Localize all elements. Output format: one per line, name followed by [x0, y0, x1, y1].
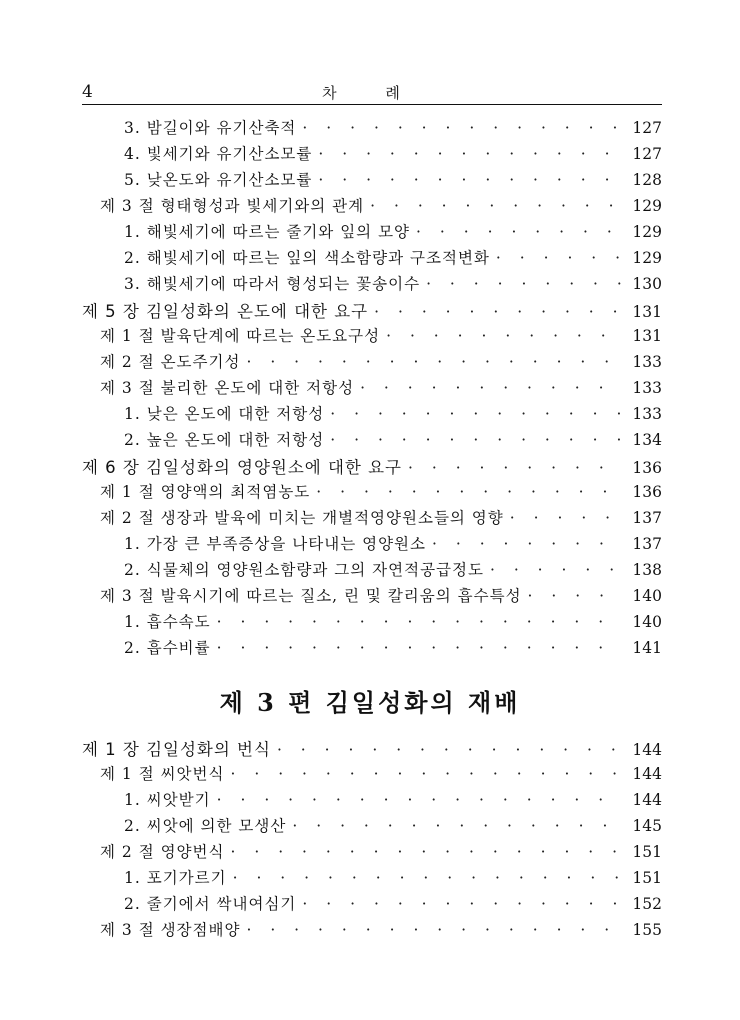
toc-entry-page: 137: [632, 509, 662, 527]
toc-section-entry[interactable]: [82, 840, 662, 866]
dot-leader: [277, 741, 622, 759]
toc-section-entry[interactable]: [82, 506, 662, 532]
toc-entry-title: 2. 흡수비률: [124, 639, 211, 657]
dot-leader: [233, 869, 622, 887]
toc-entry-title: 3. 해빛세기에 따라서 형성되는 꽃송이수: [124, 275, 421, 293]
toc-section-entry[interactable]: [82, 762, 662, 788]
toc-entry-title: 1. 흡수속도: [124, 613, 211, 631]
toc-entry-title: 2. 식물체의 영양원소함량과 그의 자연적공급정도: [124, 561, 484, 579]
toc-entry-page: 144: [632, 791, 662, 809]
dot-leader: [302, 119, 622, 137]
toc-subsection-entry[interactable]: [82, 168, 662, 194]
dot-leader: [316, 483, 622, 501]
dot-leader: [416, 223, 622, 241]
toc-chapter-entry[interactable]: [82, 298, 662, 324]
toc-entry-page: 138: [632, 561, 662, 579]
toc-entry-page: 133: [632, 379, 662, 397]
toc-subsection-entry[interactable]: [82, 428, 662, 454]
toc-subsection-entry[interactable]: [82, 558, 662, 584]
toc-entry-title: 2. 해빛세기에 따르는 잎의 색소함량과 구조적변화: [124, 249, 490, 267]
toc-section-entry[interactable]: [82, 324, 662, 350]
dot-leader: [426, 275, 622, 293]
toc-entry-page: 145: [632, 817, 662, 835]
toc-entry-page: 133: [632, 405, 662, 423]
dot-leader: [496, 249, 622, 267]
toc-section-entry[interactable]: [82, 918, 662, 944]
dot-leader: [370, 197, 622, 215]
toc-entry-title: 제 2 절 생장과 발육에 미치는 개별적영양원소들의 영향: [100, 509, 504, 527]
dot-leader: [360, 379, 622, 397]
toc-entry-page: 151: [632, 869, 662, 887]
running-header: [82, 82, 662, 105]
toc-entry-page: 134: [632, 431, 662, 449]
dot-leader: [374, 303, 622, 321]
toc-section-entry[interactable]: [82, 194, 662, 220]
toc-entry-title: 5. 낮온도와 유기산소모률: [124, 171, 313, 189]
toc-entry-title: 제 1 장 김일성화의 번식: [82, 740, 271, 759]
toc-subsection-entry[interactable]: [82, 402, 662, 428]
toc-entry-page: 127: [632, 119, 662, 137]
toc-chapter-entry[interactable]: [82, 454, 662, 480]
toc-entry-title: 3. 밤길이와 유기산축적: [124, 119, 297, 137]
toc-entry-page: 137: [632, 535, 662, 553]
toc-entry-page: 129: [632, 197, 662, 215]
dot-leader: [217, 639, 622, 657]
toc-entry-page: 129: [632, 223, 662, 241]
toc-entry-page: 136: [632, 459, 662, 477]
dot-leader: [302, 895, 622, 913]
toc-entry-page: 129: [632, 249, 662, 267]
table-of-contents-top: [82, 116, 662, 662]
toc-entry-page: 144: [632, 765, 662, 783]
toc-entry-page: 144: [632, 741, 662, 759]
dot-leader: [330, 405, 622, 423]
toc-subsection-entry[interactable]: [82, 636, 662, 662]
toc-entry-page: 151: [632, 843, 662, 861]
toc-entry-title: 제 1 절 씨앗번식: [100, 765, 225, 783]
toc-subsection-entry[interactable]: [82, 142, 662, 168]
toc-entry-title: 제 3 절 생장점배양: [100, 921, 241, 939]
dot-leader: [408, 459, 622, 477]
toc-entry-page: 155: [632, 921, 662, 939]
toc-entry-title: 1. 포기가르기: [124, 869, 227, 887]
dot-leader: [292, 817, 622, 835]
dot-leader: [230, 843, 622, 861]
toc-entry-page: 127: [632, 145, 662, 163]
dot-leader: [217, 791, 622, 809]
dot-leader: [246, 921, 622, 939]
dot-leader: [386, 327, 622, 345]
toc-entry-page: 130: [632, 275, 662, 293]
dot-leader: [217, 613, 622, 631]
page-number: 4: [82, 82, 93, 102]
dot-leader: [230, 765, 622, 783]
toc-entry-page: 131: [632, 303, 662, 321]
toc-entry-title: 2. 씨앗에 의한 모생산: [124, 817, 287, 835]
toc-entry-page: 136: [632, 483, 662, 501]
toc-subsection-entry[interactable]: [82, 272, 662, 298]
toc-entry-page: 140: [632, 613, 662, 631]
toc-entry-title: 제 2 절 온도주기성: [100, 353, 241, 371]
dot-leader: [330, 431, 622, 449]
running-title: 차 례: [322, 84, 422, 102]
toc-entry-page: 133: [632, 353, 662, 371]
toc-subsection-entry[interactable]: [82, 246, 662, 272]
toc-entry-title: 2. 높은 온도에 대한 저항성: [124, 431, 325, 449]
toc-entry-page: 152: [632, 895, 662, 913]
dot-leader: [510, 509, 622, 527]
dot-leader: [432, 535, 622, 553]
toc-entry-title: 제 3 절 불리한 온도에 대한 저항성: [100, 379, 355, 397]
toc-entry-title: 제 5 장 김일성화의 온도에 대한 요구: [82, 302, 369, 321]
toc-section-entry[interactable]: [82, 584, 662, 610]
toc-entry-title: 1. 낮은 온도에 대한 저항성: [124, 405, 325, 423]
toc-entry-page: 141: [632, 639, 662, 657]
toc-section-entry[interactable]: [82, 480, 662, 506]
toc-entry-title: 제 6 장 김일성화의 영양원소에 대한 요구: [82, 458, 402, 477]
toc-entry-title: 1. 씨앗받기: [124, 791, 211, 809]
dot-leader: [528, 587, 622, 605]
dot-leader: [246, 353, 622, 371]
toc-subsection-entry[interactable]: [82, 788, 662, 814]
toc-entry-title: 제 1 절 발육단계에 따르는 온도요구성: [100, 327, 381, 345]
part-title: 제 3 편 김일성화의 재배: [219, 688, 521, 717]
toc-section-entry[interactable]: [82, 350, 662, 376]
toc-entry-page: 128: [632, 171, 662, 189]
toc-entry-page: 131: [632, 327, 662, 345]
table-of-contents-bottom: [82, 736, 662, 944]
toc-subsection-entry[interactable]: [82, 892, 662, 918]
toc-entry-title: 1. 해빛세기에 따르는 줄기와 잎의 모양: [124, 223, 411, 241]
toc-entry-page: 140: [632, 587, 662, 605]
toc-section-entry[interactable]: [82, 376, 662, 402]
toc-subsection-entry[interactable]: [82, 866, 662, 892]
toc-subsection-entry[interactable]: [82, 116, 662, 142]
toc-entry-title: 제 1 절 영양액의 최적염농도: [100, 483, 311, 501]
dot-leader: [318, 145, 622, 163]
dot-leader: [318, 171, 622, 189]
toc-entry-title: 제 2 절 영양번식: [100, 843, 225, 861]
toc-entry-title: 제 3 절 형태형성과 빛세기와의 관계: [100, 197, 365, 215]
toc-subsection-entry[interactable]: [82, 814, 662, 840]
toc-entry-title: 2. 줄기에서 싹내여심기: [124, 895, 297, 913]
toc-entry-title: 1. 가장 큰 부족증상을 나타내는 영양원소: [124, 535, 426, 553]
toc-entry-title: 4. 빛세기와 유기산소모률: [124, 145, 313, 163]
toc-subsection-entry[interactable]: [82, 532, 662, 558]
toc-subsection-entry[interactable]: [82, 220, 662, 246]
toc-entry-title: 제 3 절 발육시기에 따르는 질소, 린 및 칼리움의 흡수특성: [100, 587, 522, 605]
toc-chapter-entry[interactable]: [82, 736, 662, 762]
dot-leader: [490, 561, 622, 579]
toc-subsection-entry[interactable]: [82, 610, 662, 636]
